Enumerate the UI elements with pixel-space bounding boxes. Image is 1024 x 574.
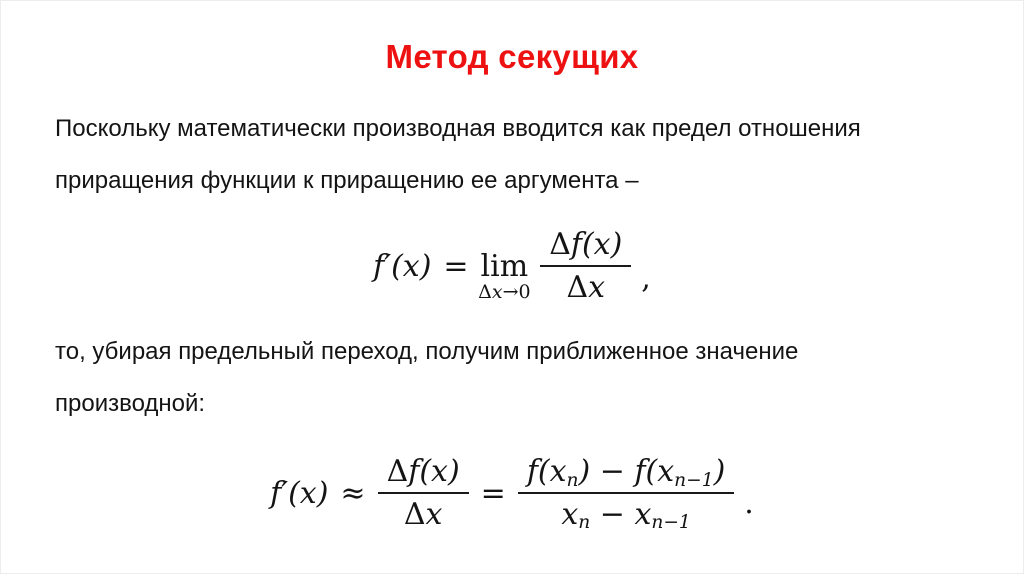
formula2-fraction-delta-numerator — [378, 455, 469, 494]
fx-term: f(x) — [408, 453, 460, 489]
paragraph-conclusion-line-1: то, убирая предельный переход, получим приближенное значение — [55, 338, 799, 365]
minus-f-xn1: ) − f(x — [578, 453, 675, 489]
arrow-to-zero: →0 — [502, 280, 531, 303]
formula1-fraction-denominator — [566, 267, 605, 305]
delta-symbol: Δ — [566, 269, 589, 305]
x-symbol: x — [588, 269, 606, 305]
formula1-lhs: f′(x) — [373, 248, 432, 284]
x-symbol: x — [425, 496, 443, 532]
formula-derivative-limit — [0, 226, 1024, 306]
delta-symbol: Δ — [386, 453, 409, 489]
paragraph-intro-line-2: приращения функции к приращению ее аргумента – — [55, 167, 639, 194]
formula2-fraction-delta-denominator — [404, 494, 443, 532]
delta-symbol: Δ — [549, 226, 571, 262]
fx-term: f(x) — [570, 226, 623, 262]
formula1-lim-label: lim — [480, 248, 529, 284]
delta-symbol: Δ — [478, 280, 492, 303]
x-symbol: x — [491, 280, 503, 303]
formula2-approx-sign: ≈ — [340, 475, 366, 511]
formula2-fraction-delta — [378, 455, 469, 531]
formula-secant-approximation — [0, 446, 1024, 540]
x-symbol: x — [561, 496, 579, 532]
subscript-n: n — [578, 512, 591, 534]
subscript-n-minus-1: n−1 — [651, 512, 691, 534]
formula1-limit — [478, 248, 531, 303]
formula2-secant-numerator — [518, 455, 734, 494]
paragraph-conclusion — [55, 326, 976, 430]
subscript-n: n — [566, 469, 579, 491]
formula1-fraction — [540, 228, 631, 304]
formula2-secant-denominator — [561, 494, 690, 532]
formula2-equals-sign: = — [480, 475, 506, 511]
f-xn-open: f(x — [526, 453, 567, 489]
formula1-comma: , — [641, 260, 651, 296]
formula2-lhs: f′(x) — [270, 475, 329, 511]
subscript-n-minus-1: n−1 — [674, 469, 714, 491]
paragraph-intro-line-1: Поскольку математически производная вводится как предел отношения — [55, 115, 861, 142]
close-paren: ) — [713, 453, 726, 489]
formula2-period: . — [744, 485, 754, 521]
paragraph-conclusion-line-2: производной: — [55, 390, 206, 417]
formula1-limit-condition — [478, 281, 530, 303]
formula1-fraction-numerator — [540, 228, 631, 267]
slide-title: Метод секущих — [385, 38, 639, 75]
delta-symbol: Δ — [403, 496, 426, 532]
formula2-fraction-secant — [518, 453, 734, 534]
formula1-equals-sign: = — [443, 248, 469, 284]
minus-x: − x — [590, 496, 652, 532]
paragraph-intro — [55, 103, 976, 207]
